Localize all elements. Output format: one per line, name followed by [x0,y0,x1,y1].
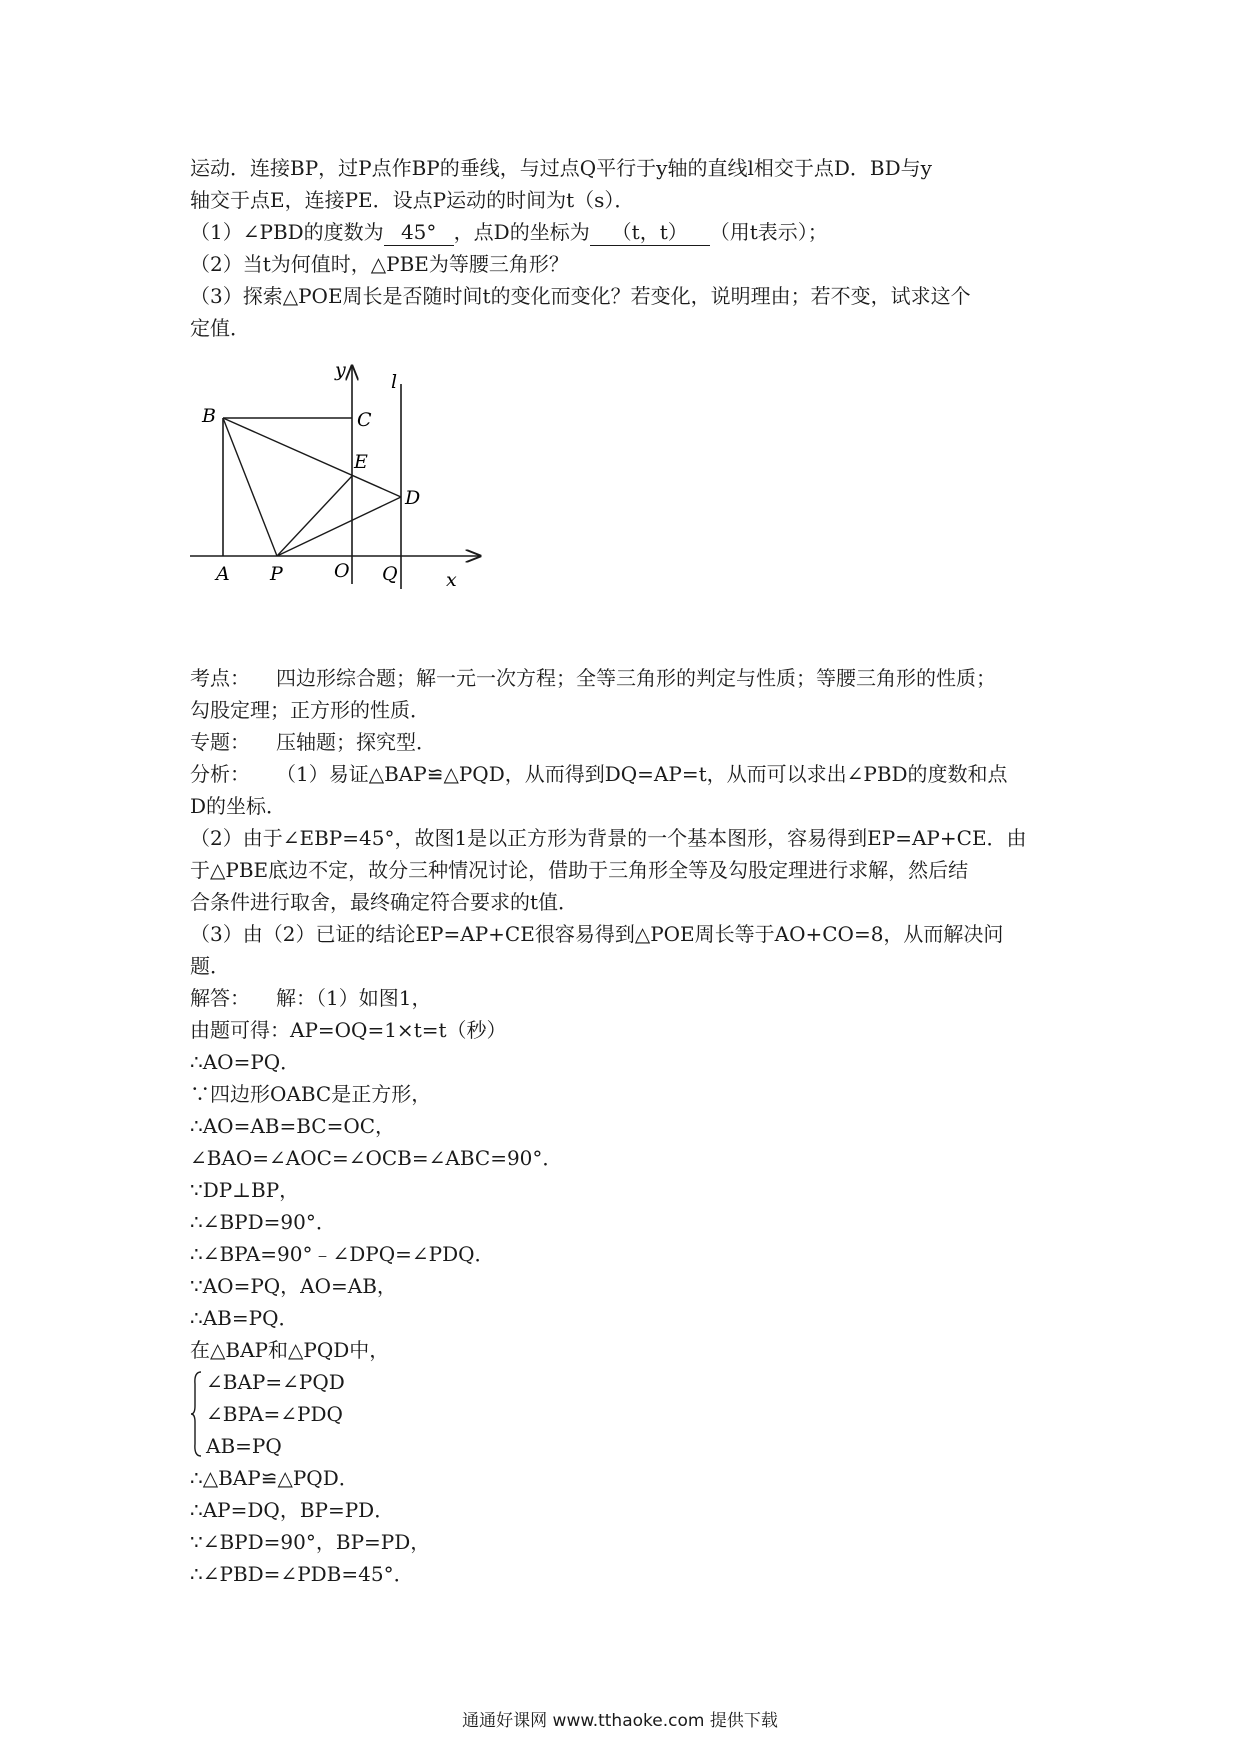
solution-step: ∴AP=DQ，BP=PD． [190,1498,395,1522]
solution-step: ∵DP⊥BP， [190,1178,300,1202]
brace-icon [190,1370,202,1458]
zhuanti-label: 专题： [190,730,250,754]
fenxi-line-2: D的坐标． [190,794,287,818]
document-content [190,152,1070,1590]
solution-step: ∴AO=AB=BC=OC， [190,1114,396,1138]
solution-step: ∵∠BPD=90°，BP=PD， [190,1530,431,1554]
question-3-line-1: （3）探索△POE周长是否随时间t的变化而变化？若变化，说明理由；若不变，试求这个 [190,284,971,308]
kaodian-label: 考点： [190,666,250,690]
system-equation: ∠BPA=∠PDQ [206,1402,343,1426]
solution-step: ∴AO=PQ． [190,1050,301,1074]
jieda-label: 解答： [190,986,250,1010]
label-P: P [270,563,283,585]
system-equation: AB=PQ [206,1434,282,1458]
q1-answer-angle: 45° [384,219,454,246]
solution-step: ∵四边形OABC是正方形， [190,1082,432,1106]
segment-PE [277,476,352,556]
question-1 [190,216,1070,248]
label-D: D [405,487,421,509]
zhuanti-text: 压轴题；探究型． [276,730,436,754]
zhuanti-line [190,726,1070,758]
solution-step: ∠BAO=∠AOC=∠OCB=∠ABC=90°． [190,1146,563,1170]
question-2: （2）当t为何值时，△PBE为等腰三角形？ [190,252,569,276]
solution-step: ∴∠BPD=90°． [190,1210,336,1234]
fenxi-label: 分析： [190,762,250,786]
figure-svg [190,364,490,614]
solution-step: ∴∠PBD=∠PDB=45°． [190,1562,414,1586]
question-3-line-2: 定值． [190,316,250,340]
label-C: C [357,409,372,431]
page-footer: 通通好课网 www.tthaoke.com 提供下载 [462,1711,778,1731]
solution-step: ∵AO=PQ，AO=AB， [190,1274,397,1298]
fenxi-line-7: 题． [190,954,230,978]
q1-middle: ，点D的坐标为 [453,220,590,244]
kaodian-text-1: 四边形综合题；解一元一次方程；全等三角形的判定与性质；等腰三角形的性质； [276,666,996,690]
label-A: A [216,563,230,585]
label-Q: Q [382,563,398,585]
system-equation: ∠BAP=∠PQD [206,1370,345,1394]
label-O: O [334,560,350,582]
fenxi-line-1 [190,758,1070,790]
q1-prefix: （1）∠PBD的度数为 [190,220,384,244]
fenxi-text-1: （1）易证△BAP≌△PQD，从而得到DQ=AP=t，从而可以求出∠PBD的度数和点 [276,762,1008,786]
label-E: E [354,451,368,473]
problem-line-1: 运动．连接BP，过P点作BP的垂线，与过点Q平行于y轴的直线l相交于点D．BD与y [190,156,932,180]
solution-step: 由题可得：AP=OQ=1×t=t（秒） [190,1018,507,1042]
fenxi-line-6: （3）由（2）已证的结论EP=AP+CE很容易得到△POE周长等于AO+CO=8，从而解决问 [190,922,1004,946]
equation-system [190,1366,1070,1462]
fenxi-line-3: （2）由于∠EBP=45°，故图1是以正方形为背景的一个基本图形，容易得到EP=AP+CE．由 [190,826,1027,850]
jieda-text: 解：（1）如图1， [276,986,432,1010]
kaodian-line-2: 勾股定理；正方形的性质． [190,698,430,722]
fenxi-line-4: 于△PBE底边不定，故分三种情况讨论，借助于三角形全等及勾股定理进行求解，然后结 [190,858,969,882]
jieda-line [190,982,1070,1014]
segment-PD [277,497,401,556]
fenxi-line-5: 合条件进行取舍，最终确定符合要求的t值． [190,890,579,914]
label-B: B [202,405,216,427]
problem-line-2: 轴交于点E，连接PE．设点P运动的时间为t（s）． [190,188,635,212]
label-x: x [446,569,457,591]
solution-step: ∴△BAP≌△PQD． [190,1466,359,1490]
q1-suffix: （用t表示）； [709,220,828,244]
label-l: l [391,371,398,393]
solution-step: ∴∠BPA=90°﹣∠DPQ=∠PDQ． [190,1242,495,1266]
kaodian-line-1 [190,662,1070,694]
q1-answer-coordinate: （t，t） [590,219,710,246]
geometry-figure [190,364,1070,614]
solution-step: ∴AB=PQ． [190,1306,299,1330]
solution-step: 在△BAP和△PQD中， [190,1338,390,1362]
label-y: y [335,364,346,381]
